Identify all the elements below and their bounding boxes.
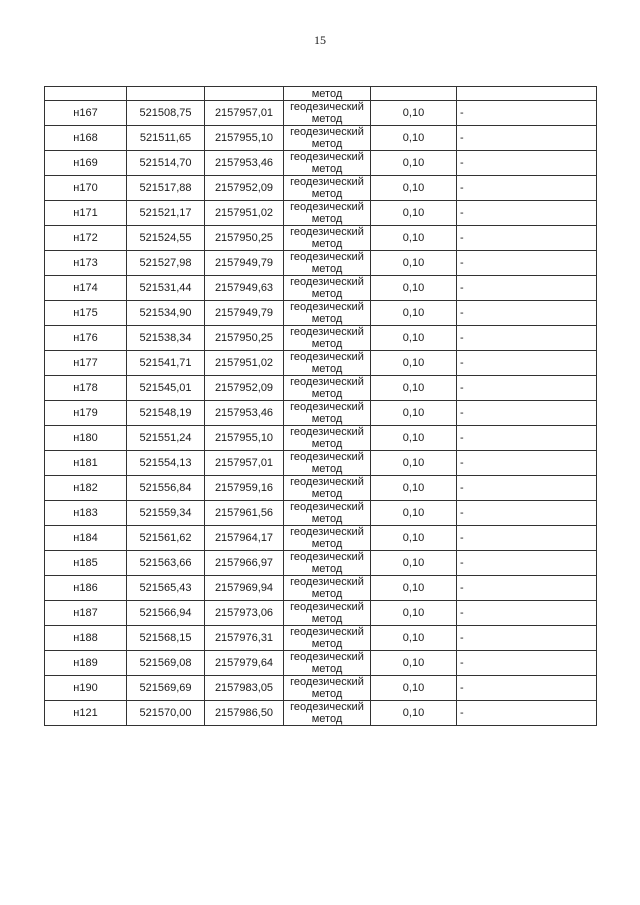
y-coordinate-cell: 2157951,02 — [205, 351, 284, 376]
table-row — [45, 676, 597, 701]
method-line: геодезический — [290, 376, 364, 388]
point-cell: н170 — [45, 176, 127, 201]
accuracy-cell: 0,10 — [371, 451, 457, 476]
y-coordinate-cell: 2157983,05 — [205, 676, 284, 701]
note-cell: - — [457, 426, 597, 451]
method-line: геодезический — [290, 351, 364, 363]
method-line: метод — [311, 463, 343, 475]
x-coordinate-cell: 521565,43 — [127, 576, 205, 601]
accuracy-cell: 0,10 — [371, 476, 457, 501]
table-row — [45, 551, 597, 576]
method-line: геодезический — [290, 151, 364, 163]
method-line: геодезический — [290, 251, 364, 263]
method-line: геодезический — [290, 276, 364, 288]
x-coordinate-cell: 521569,69 — [127, 676, 205, 701]
coordinates-table-body — [45, 87, 597, 726]
method-cell — [284, 151, 371, 176]
accuracy-cell: 0,10 — [371, 551, 457, 576]
method-line: метод — [311, 288, 343, 300]
table-row — [45, 401, 597, 426]
note-cell: - — [457, 301, 597, 326]
note-cell: - — [457, 351, 597, 376]
point-cell: н176 — [45, 326, 127, 351]
x-coordinate-cell: 521556,84 — [127, 476, 205, 501]
note-cell: - — [457, 151, 597, 176]
y-coordinate-cell: 2157953,46 — [205, 401, 284, 426]
point-cell: н188 — [45, 626, 127, 651]
note-cell: - — [457, 501, 597, 526]
table-row — [45, 326, 597, 351]
y-coordinate-cell: 2157959,16 — [205, 476, 284, 501]
method-line: метод — [311, 588, 343, 600]
point-cell: н178 — [45, 376, 127, 401]
method-line: геодезический — [290, 576, 364, 588]
note-cell: - — [457, 576, 597, 601]
table-row — [45, 576, 597, 601]
method-line: метод — [311, 713, 343, 725]
method-line: метод — [311, 188, 343, 200]
x-coordinate-cell: 521563,66 — [127, 551, 205, 576]
x-coordinate-cell: 521568,15 — [127, 626, 205, 651]
note-cell: - — [457, 651, 597, 676]
point-cell: н171 — [45, 201, 127, 226]
note-cell: - — [457, 176, 597, 201]
method-line: геодезический — [290, 526, 364, 538]
accuracy-cell: 0,10 — [371, 701, 457, 726]
method-line: геодезический — [290, 126, 364, 138]
method-line: геодезический — [290, 176, 364, 188]
accuracy-cell: 0,10 — [371, 351, 457, 376]
note-cell: - — [457, 126, 597, 151]
accuracy-cell: 0,10 — [371, 276, 457, 301]
point-cell: н168 — [45, 126, 127, 151]
table-row — [45, 276, 597, 301]
accuracy-cell: 0,10 — [371, 526, 457, 551]
y-coordinate-cell: 2157950,25 — [205, 326, 284, 351]
table-row — [45, 501, 597, 526]
point-cell: н181 — [45, 451, 127, 476]
continued-cell-accuracy — [371, 87, 457, 101]
continued-cell-point — [45, 87, 127, 101]
table-row — [45, 651, 597, 676]
method-line: метод — [311, 438, 343, 450]
method-cell — [284, 651, 371, 676]
x-coordinate-cell: 521531,44 — [127, 276, 205, 301]
x-coordinate-cell: 521538,34 — [127, 326, 205, 351]
table-row — [45, 201, 597, 226]
method-line: метод — [311, 513, 343, 525]
x-coordinate-cell: 521570,00 — [127, 701, 205, 726]
x-coordinate-cell: 521508,75 — [127, 101, 205, 126]
note-cell: - — [457, 276, 597, 301]
method-line: метод — [311, 263, 343, 275]
point-cell: н172 — [45, 226, 127, 251]
note-cell: - — [457, 251, 597, 276]
y-coordinate-cell: 2157961,56 — [205, 501, 284, 526]
method-line: геодезический — [290, 101, 364, 113]
table-row — [45, 526, 597, 551]
accuracy-cell: 0,10 — [371, 201, 457, 226]
accuracy-cell: 0,10 — [371, 501, 457, 526]
x-coordinate-cell: 521514,70 — [127, 151, 205, 176]
x-coordinate-cell: 521566,94 — [127, 601, 205, 626]
method-line: геодезический — [290, 201, 364, 213]
method-cell — [284, 376, 371, 401]
note-cell: - — [457, 676, 597, 701]
y-coordinate-cell: 2157986,50 — [205, 701, 284, 726]
method-line: метод — [311, 213, 343, 225]
method-line: геодезический — [290, 501, 364, 513]
method-line: геодезический — [290, 451, 364, 463]
point-cell: н182 — [45, 476, 127, 501]
y-coordinate-cell: 2157964,17 — [205, 526, 284, 551]
accuracy-cell: 0,10 — [371, 151, 457, 176]
table-row — [45, 626, 597, 651]
y-coordinate-cell: 2157976,31 — [205, 626, 284, 651]
table-row — [45, 426, 597, 451]
x-coordinate-cell: 521569,08 — [127, 651, 205, 676]
x-coordinate-cell: 521517,88 — [127, 176, 205, 201]
note-cell: - — [457, 401, 597, 426]
method-line: геодезический — [290, 426, 364, 438]
method-line: метод — [311, 338, 343, 350]
method-line: геодезический — [290, 551, 364, 563]
method-cell — [284, 401, 371, 426]
accuracy-cell: 0,10 — [371, 601, 457, 626]
accuracy-cell: 0,10 — [371, 326, 457, 351]
accuracy-cell: 0,10 — [371, 251, 457, 276]
note-cell: - — [457, 551, 597, 576]
table-row — [45, 101, 597, 126]
table-row — [45, 151, 597, 176]
y-coordinate-cell: 2157957,01 — [205, 101, 284, 126]
point-cell: н180 — [45, 426, 127, 451]
accuracy-cell: 0,10 — [371, 101, 457, 126]
point-cell: н189 — [45, 651, 127, 676]
method-line: метод — [311, 138, 343, 150]
table-row — [45, 251, 597, 276]
accuracy-cell: 0,10 — [371, 576, 457, 601]
point-cell: н179 — [45, 401, 127, 426]
y-coordinate-cell: 2157973,06 — [205, 601, 284, 626]
method-cell — [284, 451, 371, 476]
point-cell: н174 — [45, 276, 127, 301]
method-cell — [284, 676, 371, 701]
accuracy-cell: 0,10 — [371, 676, 457, 701]
y-coordinate-cell: 2157949,79 — [205, 301, 284, 326]
continued-row — [45, 87, 597, 101]
point-cell: н167 — [45, 101, 127, 126]
method-line: геодезический — [290, 651, 364, 663]
note-cell: - — [457, 326, 597, 351]
method-cell — [284, 326, 371, 351]
method-line: метод — [311, 238, 343, 250]
method-cell — [284, 301, 371, 326]
method-line: геодезический — [290, 226, 364, 238]
note-cell: - — [457, 201, 597, 226]
note-cell: - — [457, 101, 597, 126]
method-line: геодезический — [290, 401, 364, 413]
accuracy-cell: 0,10 — [371, 651, 457, 676]
table-row — [45, 351, 597, 376]
table-row — [45, 601, 597, 626]
method-line: геодезический — [290, 326, 364, 338]
y-coordinate-cell: 2157957,01 — [205, 451, 284, 476]
accuracy-cell: 0,10 — [371, 426, 457, 451]
y-coordinate-cell: 2157952,09 — [205, 376, 284, 401]
method-cell — [284, 426, 371, 451]
method-cell — [284, 476, 371, 501]
accuracy-cell: 0,10 — [371, 401, 457, 426]
point-cell: н185 — [45, 551, 127, 576]
accuracy-cell: 0,10 — [371, 376, 457, 401]
method-line: метод — [311, 613, 343, 625]
y-coordinate-cell: 2157966,97 — [205, 551, 284, 576]
point-cell: н175 — [45, 301, 127, 326]
method-line: метод — [311, 538, 343, 550]
method-cell — [284, 201, 371, 226]
point-cell: н187 — [45, 601, 127, 626]
method-cell — [284, 551, 371, 576]
method-line: геодезический — [290, 601, 364, 613]
method-cell — [284, 601, 371, 626]
note-cell: - — [457, 626, 597, 651]
x-coordinate-cell: 521551,24 — [127, 426, 205, 451]
method-line: метод — [311, 688, 343, 700]
point-cell: н173 — [45, 251, 127, 276]
x-coordinate-cell: 521511,65 — [127, 126, 205, 151]
table-row — [45, 226, 597, 251]
table-row — [45, 176, 597, 201]
y-coordinate-cell: 2157969,94 — [205, 576, 284, 601]
x-coordinate-cell: 521554,13 — [127, 451, 205, 476]
table-row — [45, 301, 597, 326]
method-cell — [284, 226, 371, 251]
method-line: геодезический — [290, 626, 364, 638]
x-coordinate-cell: 521545,01 — [127, 376, 205, 401]
y-coordinate-cell: 2157979,64 — [205, 651, 284, 676]
y-coordinate-cell: 2157950,25 — [205, 226, 284, 251]
x-coordinate-cell: 521527,98 — [127, 251, 205, 276]
method-cell — [284, 351, 371, 376]
method-cell — [284, 251, 371, 276]
method-line: метод — [311, 563, 343, 575]
method-line: геодезический — [290, 476, 364, 488]
method-cell — [284, 576, 371, 601]
method-line: метод — [311, 313, 343, 325]
y-coordinate-cell: 2157949,79 — [205, 251, 284, 276]
y-coordinate-cell: 2157952,09 — [205, 176, 284, 201]
method-line: метод — [311, 663, 343, 675]
coordinates-table — [44, 86, 597, 726]
method-cell — [284, 176, 371, 201]
point-cell: н177 — [45, 351, 127, 376]
note-cell: - — [457, 476, 597, 501]
accuracy-cell: 0,10 — [371, 176, 457, 201]
table-row — [45, 476, 597, 501]
x-coordinate-cell: 521541,71 — [127, 351, 205, 376]
note-cell: - — [457, 601, 597, 626]
point-cell: н169 — [45, 151, 127, 176]
note-cell: - — [457, 701, 597, 726]
method-line: геодезический — [290, 301, 364, 313]
table-row — [45, 126, 597, 151]
method-line: метод — [311, 638, 343, 650]
note-cell: - — [457, 376, 597, 401]
x-coordinate-cell: 521534,90 — [127, 301, 205, 326]
point-cell: н186 — [45, 576, 127, 601]
y-coordinate-cell: 2157955,10 — [205, 126, 284, 151]
table-row — [45, 701, 597, 726]
method-cell — [284, 101, 371, 126]
x-coordinate-cell: 521548,19 — [127, 401, 205, 426]
note-cell: - — [457, 226, 597, 251]
method-line: метод — [311, 163, 343, 175]
method-cell — [284, 526, 371, 551]
method-line: геодезический — [290, 676, 364, 688]
method-cell — [284, 501, 371, 526]
method-line: метод — [311, 113, 343, 125]
x-coordinate-cell: 521561,62 — [127, 526, 205, 551]
y-coordinate-cell: 2157951,02 — [205, 201, 284, 226]
method-line: метод — [311, 413, 343, 425]
accuracy-cell: 0,10 — [371, 126, 457, 151]
point-cell: н183 — [45, 501, 127, 526]
note-cell: - — [457, 451, 597, 476]
continued-cell-method: метод — [284, 87, 371, 101]
accuracy-cell: 0,10 — [371, 626, 457, 651]
method-line: метод — [311, 388, 343, 400]
y-coordinate-cell: 2157953,46 — [205, 151, 284, 176]
point-cell: н190 — [45, 676, 127, 701]
method-line: метод — [311, 488, 343, 500]
y-coordinate-cell: 2157949,63 — [205, 276, 284, 301]
point-cell: н184 — [45, 526, 127, 551]
continued-cell-x — [127, 87, 205, 101]
method-line: геодезический — [290, 701, 364, 713]
method-cell — [284, 626, 371, 651]
point-cell: н121 — [45, 701, 127, 726]
method-line: метод — [311, 363, 343, 375]
continued-cell-note — [457, 87, 597, 101]
continued-cell-y — [205, 87, 284, 101]
x-coordinate-cell: 521521,17 — [127, 201, 205, 226]
table-row — [45, 376, 597, 401]
method-cell — [284, 701, 371, 726]
accuracy-cell: 0,10 — [371, 226, 457, 251]
x-coordinate-cell: 521559,34 — [127, 501, 205, 526]
note-cell: - — [457, 526, 597, 551]
x-coordinate-cell: 521524,55 — [127, 226, 205, 251]
accuracy-cell: 0,10 — [371, 301, 457, 326]
y-coordinate-cell: 2157955,10 — [205, 426, 284, 451]
method-cell — [284, 276, 371, 301]
table-row — [45, 451, 597, 476]
method-cell — [284, 126, 371, 151]
page-number: 15 — [314, 33, 326, 47]
